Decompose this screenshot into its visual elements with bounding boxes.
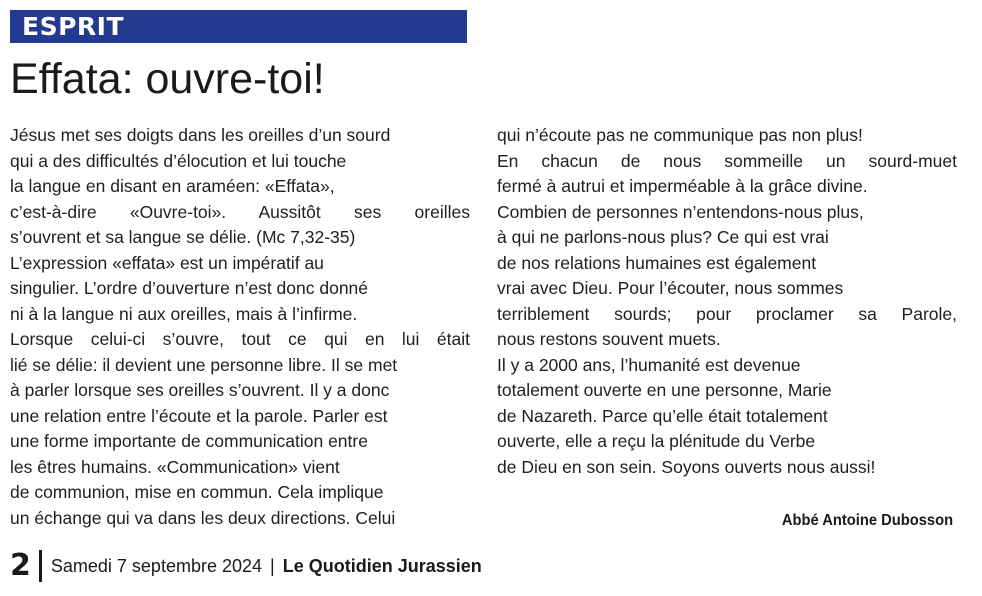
text-line: la langue en disant en araméen: «Effata»,	[10, 176, 335, 196]
text-line: Lorsque celui-ci s’ouvre, tout ce qui en lui était	[10, 329, 470, 349]
footer-separator: |	[270, 555, 275, 576]
text-line: qui a des difficultés d’élocution et lui touche	[10, 150, 347, 171]
text-line: fermé à autrui et imperméable à la grâce divine.	[497, 176, 868, 196]
text-line: à parler lorsque ses oreilles s’ouvrent. Il y a donc	[10, 380, 390, 400]
section-banner	[10, 10, 467, 43]
text-line: de nos relations humaines est également	[497, 252, 817, 273]
text-line: Combien de personnes n’entendons-nous plus,	[497, 201, 864, 222]
text-line: Il y a 2000 ans, l’humanité est devenue	[497, 354, 801, 375]
text-line: de communion, mise en commun. Cela implique	[10, 482, 384, 502]
text-line: une relation entre l’écoute et la parole. Parler est	[10, 405, 388, 426]
text-line: terriblement sourds; pour proclamer sa Parole,	[497, 303, 957, 324]
text-line: c’est-à-dire «Ouvre-toi». Aussitôt ses oreilles	[10, 201, 470, 222]
text-line: une forme importante de communication entre	[10, 431, 368, 451]
page-footer	[10, 548, 482, 584]
text-line: un échange qui va dans les deux directions. Celui	[10, 507, 396, 528]
article-headline: Effata: ouvre-toi!	[10, 55, 325, 103]
text-line: les êtres humains. «Communication» vient	[10, 456, 340, 477]
text-line: L’expression «effata» est un impératif au	[10, 252, 324, 273]
page-number: 2	[10, 548, 31, 583]
author-signature: Abbé Antoine Dubosson	[781, 512, 953, 529]
text-line: nous restons souvent muets.	[497, 329, 721, 349]
text-line: de Dieu en son sein. Soyons ouverts nous aussi!	[497, 456, 876, 477]
text-line: qui n’écoute pas ne communique pas non plus!	[497, 125, 863, 145]
section-label: ESPRIT	[22, 12, 125, 41]
article-column-right	[497, 123, 957, 480]
text-line: En chacun de nous sommeille un sourd-muet	[497, 150, 957, 171]
text-line: Jésus met ses doigts dans les oreilles d’un sourd	[10, 125, 391, 145]
text-line: de Nazareth. Parce qu’elle était totalement	[497, 405, 828, 426]
text-line: s’ouvrent et sa langue se délie. (Mc 7,32-35)	[10, 227, 356, 247]
footer-divider	[39, 550, 42, 582]
newspaper-name: Le Quotidien Jurassien	[282, 555, 482, 576]
text-line: à qui ne parlons-nous plus? Ce qui est vrai	[497, 227, 829, 247]
text-line: vrai avec Dieu. Pour l’écouter, nous sommes	[497, 278, 844, 298]
text-line: lié se délie: il devient une personne libre. Il se met	[10, 354, 398, 375]
text-line: ni à la langue ni aux oreilles, mais à l’infirme.	[10, 303, 358, 324]
text-line: totalement ouverte en une personne, Marie	[497, 380, 832, 400]
publication-date: Samedi 7 septembre 2024	[50, 555, 263, 576]
text-line: ouverte, elle a reçu la plénitude du Verbe	[497, 431, 816, 451]
text-line: singulier. L’ordre d’ouverture n’est donc donné	[10, 278, 369, 298]
article-column-left	[10, 123, 470, 531]
